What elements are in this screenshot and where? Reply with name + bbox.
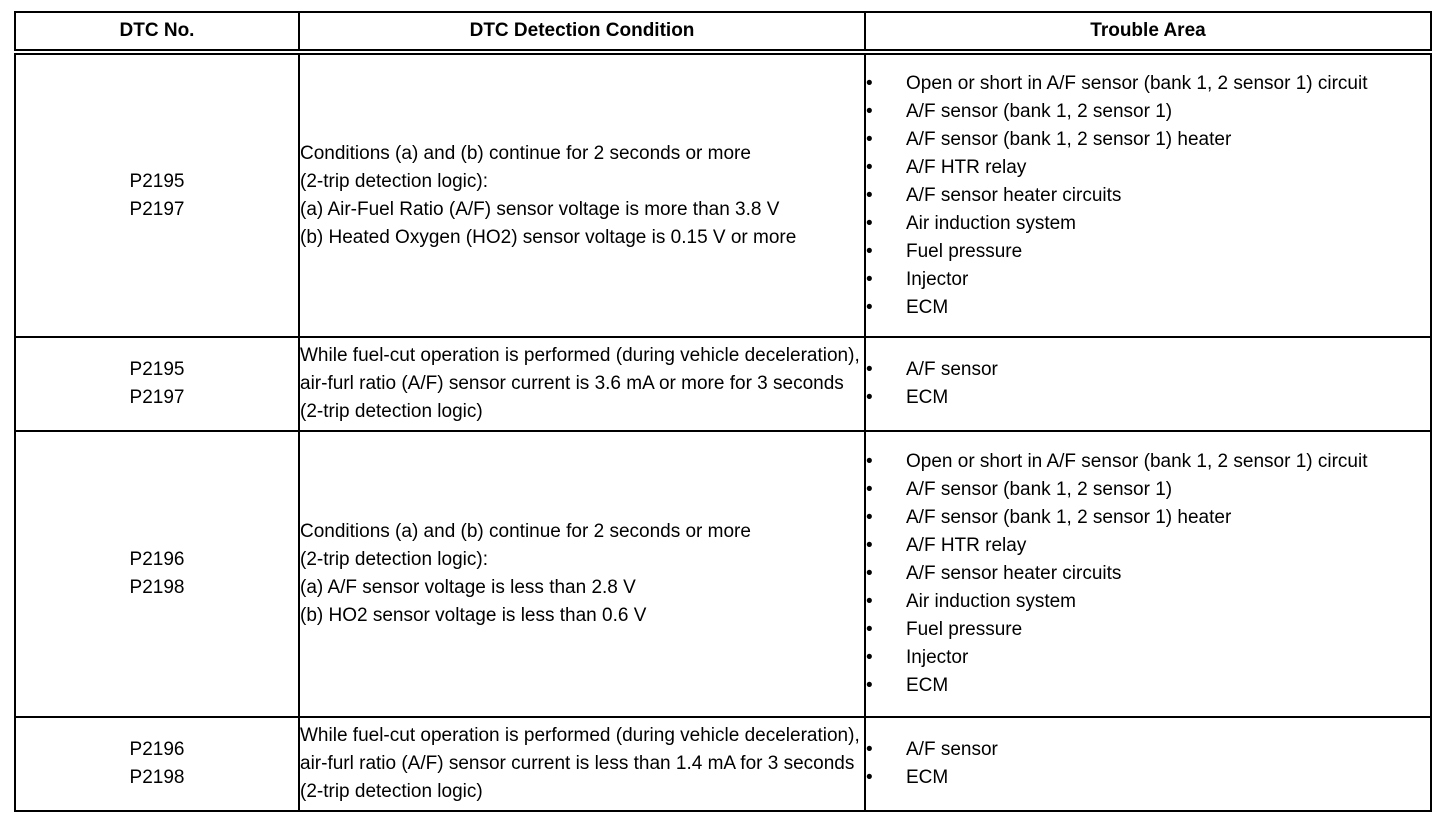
bullet-icon: • (866, 591, 873, 612)
condition-line: (a) Air-Fuel Ratio (A/F) sensor voltage is more than 3.8 V (300, 198, 780, 220)
bullet-icon: • (866, 184, 873, 206)
bullet-icon: • (866, 240, 873, 262)
detection-condition-cell (299, 431, 865, 717)
list-item (866, 560, 1430, 588)
bullet-icon: • (866, 479, 873, 500)
trouble-area-text: Injector (906, 268, 969, 290)
trouble-area-text: Air induction system (906, 591, 1077, 612)
list-item (866, 764, 1430, 792)
trouble-area-list (866, 448, 1430, 700)
trouble-area-text: A/F sensor (bank 1, 2 sensor 1) heater (906, 128, 1232, 150)
trouble-area-text: A/F sensor (906, 739, 998, 760)
bullet-icon: • (866, 72, 873, 94)
condition-line: While fuel-cut operation is performed (during vehicle deceleration), air-furl ratio (A/F) sensor current is 3.6 mA or more for 3 seconds (2-trip detection logic) (300, 345, 860, 422)
condition-line: (b) Heated Oxygen (HO2) sensor voltage is 0.15 V or more (300, 226, 797, 248)
list-item (866, 356, 1430, 384)
dtc-code: P2198 (129, 577, 185, 598)
list-item (866, 238, 1430, 266)
dtc-code-cell (15, 337, 299, 431)
bullet-icon: • (866, 268, 873, 290)
bullet-icon: • (866, 619, 873, 640)
trouble-area-cell (865, 717, 1431, 811)
list-item (866, 448, 1430, 476)
condition-line: Conditions (a) and (b) continue for 2 seconds or more (300, 521, 751, 542)
trouble-area-text: A/F HTR relay (906, 535, 1027, 556)
trouble-area-text: ECM (906, 767, 949, 788)
condition-line: Conditions (a) and (b) continue for 2 seconds or more (300, 142, 751, 164)
list-item (866, 476, 1430, 504)
list-item (866, 154, 1430, 182)
trouble-area-text: Air induction system (906, 212, 1077, 234)
trouble-area-text: A/F sensor (bank 1, 2 sensor 1) heater (906, 507, 1232, 528)
list-item (866, 126, 1430, 154)
list-item (866, 294, 1430, 322)
dtc-code: P2197 (129, 198, 185, 220)
table-row (15, 337, 1431, 431)
trouble-area-text: A/F sensor (906, 359, 998, 380)
list-item (866, 504, 1430, 532)
dtc-code: P2195 (129, 359, 185, 380)
condition-line: (b) HO2 sensor voltage is less than 0.6 V (300, 605, 647, 626)
trouble-area-text: Injector (906, 647, 969, 668)
dtc-table (14, 11, 1432, 812)
list-item (866, 736, 1430, 764)
trouble-area-text: ECM (906, 296, 949, 318)
bullet-icon: • (866, 212, 873, 234)
list-item (866, 588, 1430, 616)
bullet-icon: • (866, 128, 873, 150)
header-dtc-no: DTC No. (15, 12, 299, 52)
table-row (15, 52, 1431, 337)
list-item (866, 182, 1430, 210)
trouble-area-list (866, 356, 1430, 412)
detection-condition-cell (299, 717, 865, 811)
trouble-area-text: Fuel pressure (906, 619, 1023, 640)
detection-condition-cell (299, 52, 865, 337)
condition-line: (a) A/F sensor voltage is less than 2.8 V (300, 577, 636, 598)
condition-line: (2-trip detection logic): (300, 549, 488, 570)
trouble-area-cell (865, 337, 1431, 431)
list-item (866, 616, 1430, 644)
dtc-code: P2196 (129, 739, 185, 760)
trouble-area-text: A/F sensor heater circuits (906, 563, 1122, 584)
list-item (866, 532, 1430, 560)
bullet-icon: • (866, 156, 873, 178)
list-item (866, 70, 1430, 98)
trouble-area-text: A/F sensor (bank 1, 2 sensor 1) (906, 100, 1173, 122)
list-item (866, 672, 1430, 700)
trouble-area-text: ECM (906, 387, 949, 408)
bullet-icon: • (866, 563, 873, 584)
dtc-code: P2195 (129, 170, 185, 192)
trouble-area-text: A/F HTR relay (906, 156, 1027, 178)
trouble-area-text: A/F sensor heater circuits (906, 184, 1122, 206)
table-header-row (15, 12, 1431, 52)
dtc-table-container (14, 11, 1430, 812)
trouble-area-cell (865, 52, 1431, 337)
bullet-icon: • (866, 507, 873, 528)
bullet-icon: • (866, 535, 873, 556)
dtc-code: P2198 (129, 767, 185, 788)
condition-line: (2-trip detection logic): (300, 170, 488, 192)
list-item (866, 644, 1430, 672)
trouble-area-list (866, 736, 1430, 792)
header-trouble-area: Trouble Area (865, 12, 1431, 52)
trouble-area-text: Fuel pressure (906, 240, 1023, 262)
bullet-icon: • (866, 767, 873, 788)
header-detection-condition: DTC Detection Condition (299, 12, 865, 52)
dtc-code: P2196 (129, 549, 185, 570)
dtc-code-cell (15, 717, 299, 811)
bullet-icon: • (866, 451, 873, 472)
bullet-icon: • (866, 387, 873, 408)
table-row (15, 431, 1431, 717)
detection-condition-cell (299, 337, 865, 431)
trouble-area-text: Open or short in A/F sensor (bank 1, 2 sensor 1) circuit (906, 72, 1368, 94)
dtc-code-cell (15, 52, 299, 337)
dtc-code-cell (15, 431, 299, 717)
trouble-area-cell (865, 431, 1431, 717)
list-item (866, 98, 1430, 126)
trouble-area-text: A/F sensor (bank 1, 2 sensor 1) (906, 479, 1173, 500)
bullet-icon: • (866, 739, 873, 760)
bullet-icon: • (866, 296, 873, 318)
list-item (866, 384, 1430, 412)
bullet-icon: • (866, 359, 873, 380)
table-row (15, 717, 1431, 811)
trouble-area-text: Open or short in A/F sensor (bank 1, 2 sensor 1) circuit (906, 451, 1368, 472)
list-item (866, 210, 1430, 238)
bullet-icon: • (866, 675, 873, 696)
dtc-code: P2197 (129, 387, 185, 408)
trouble-area-text: ECM (906, 675, 949, 696)
bullet-icon: • (866, 647, 873, 668)
condition-line: While fuel-cut operation is performed (during vehicle deceleration), air-furl ratio (A/F) sensor current is less than 1.4 mA for 3 seconds (2-trip detection logic) (300, 725, 860, 802)
bullet-icon: • (866, 100, 873, 122)
list-item (866, 266, 1430, 294)
trouble-area-list (866, 70, 1430, 322)
